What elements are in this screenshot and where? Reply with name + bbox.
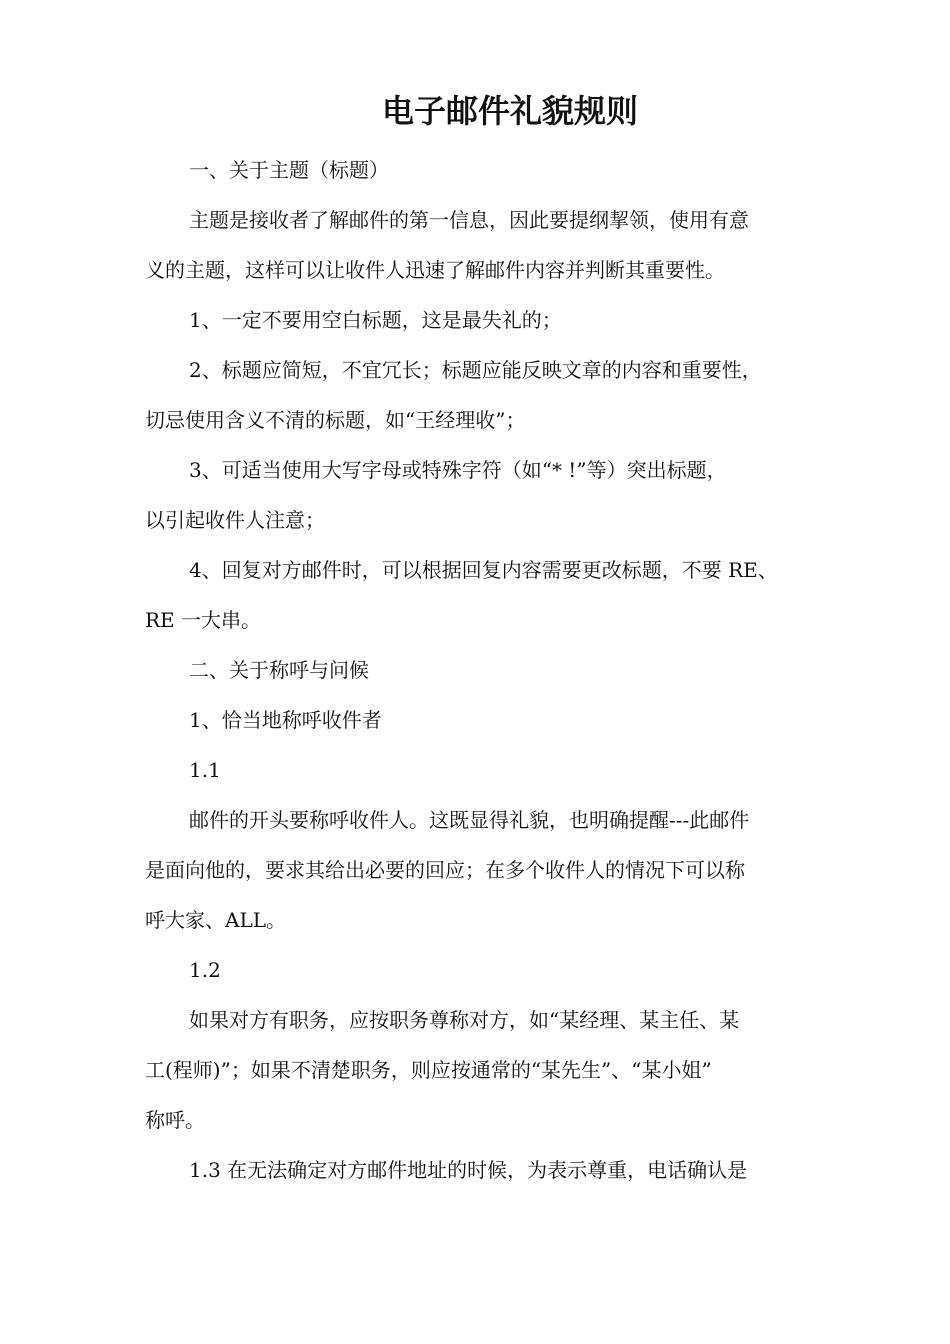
paragraph-line: 切忌使用含义不清的标题，如“王经理收”； (145, 408, 526, 432)
list-item: 4、回复对方邮件时，可以根据回复内容需要更改标题，不要 RE、 (189, 558, 778, 582)
section-heading: 二、关于称呼与问候 (189, 658, 369, 682)
paragraph-line: 主题是接收者了解邮件的第一信息，因此要提纲挈领，使用有意 (189, 208, 749, 232)
subsection-number: 1.1 (189, 758, 221, 782)
paragraph-line: 称呼。 (145, 1108, 205, 1132)
paragraph-line: RE 一大串。 (145, 608, 262, 632)
list-item: 3、可适当使用大写字母或特殊字符（如“* !”等）突出标题， (189, 458, 727, 482)
paragraph-line: 1.3 在无法确定对方邮件地址的时候，为表示尊重，电话确认是 (189, 1158, 748, 1182)
subsection-number: 1.2 (189, 958, 221, 982)
document-title: 电子邮件礼貌规则 (381, 92, 638, 130)
list-item: 1、恰当地称呼收件者 (189, 708, 382, 732)
paragraph-line: 义的主题，这样可以让收件人迅速了解邮件内容并判断其重要性。 (145, 258, 725, 282)
paragraph-line: 工(程师)”；如果不清楚职务，则应按通常的“某先生”、“某小姐” (145, 1058, 712, 1082)
paragraph-line: 以引起收件人注意； (145, 508, 325, 532)
list-item: 1、一定不要用空白标题，这是最失礼的； (189, 308, 562, 332)
paragraph-line: 是面向他的，要求其给出必要的回应；在多个收件人的情况下可以称 (145, 858, 745, 882)
section-heading: 一、关于主题（标题） (189, 158, 389, 182)
paragraph-line: 呼大家、ALL。 (145, 908, 287, 932)
paragraph-line: 邮件的开头要称呼收件人。这既显得礼貌，也明确提醒---此邮件 (189, 808, 750, 832)
paragraph-line: 如果对方有职务，应按职务尊称对方，如“某经理、某主任、某 (189, 1008, 740, 1032)
list-item: 2、标题应简短，不宜冗长；标题应能反映文章的内容和重要性， (189, 358, 762, 382)
